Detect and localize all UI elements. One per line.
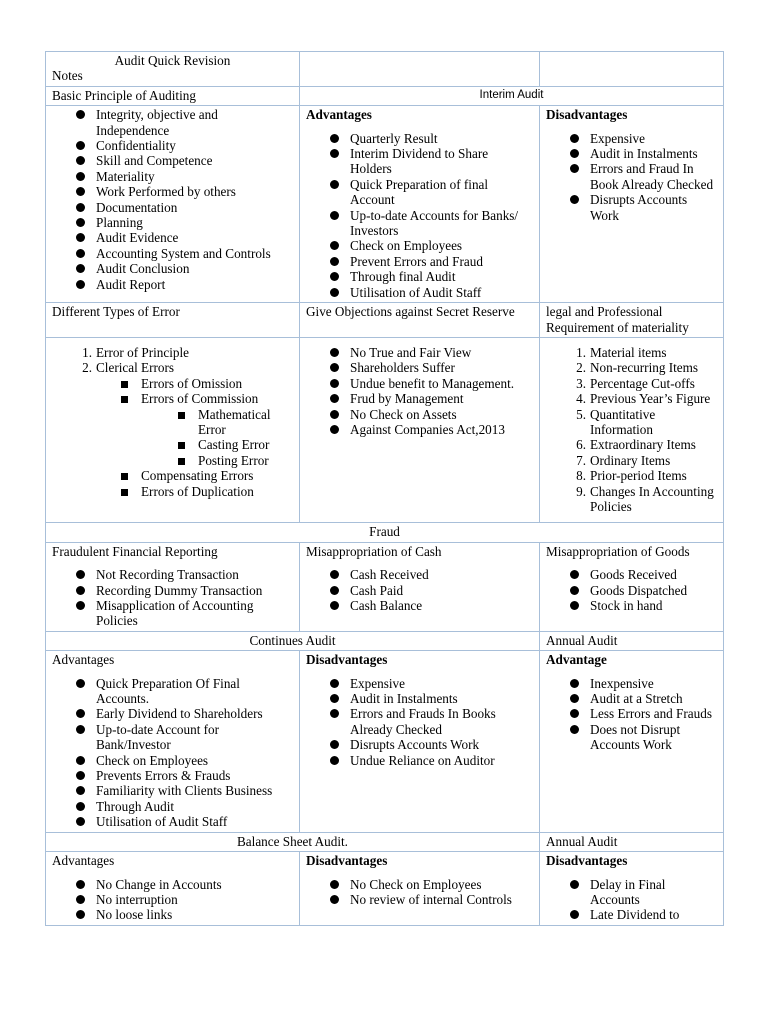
list-item: Confidentiality: [52, 138, 293, 153]
list-item: 6. Extraordinary Items: [576, 437, 696, 453]
other-errors-list: [52, 468, 293, 499]
fraud-reporting-cell: [46, 542, 300, 631]
annual-audit-heading: Annual Audit: [540, 832, 724, 851]
errors-cell: [46, 337, 300, 522]
continuous-disadvantages-list: [306, 676, 533, 768]
annual-advantage-cell: [540, 651, 724, 832]
list-item: 2. Clerical Errors: [82, 360, 174, 376]
list-item: Up-to-date Account for Bank/Investor: [52, 722, 293, 753]
list-item: Documentation: [52, 200, 293, 215]
list-item: 7. Ordinary Items: [576, 452, 671, 468]
basic-principles-cell: [46, 106, 300, 303]
fraud-goods-title: Misappropriation of Goods: [546, 543, 690, 559]
list-item: Check on Employees: [306, 238, 533, 253]
interim-audit-heading: Interim Audit: [300, 86, 724, 105]
list-item: Cash Received: [306, 567, 533, 582]
annual-advantage-list: [546, 676, 717, 753]
interim-disadvantages-list: [546, 131, 717, 223]
list-item: Skill and Competence: [52, 153, 293, 168]
list-item: Audit in Instalments: [306, 691, 533, 706]
interim-advantages-list: [306, 131, 533, 300]
list-item: No review of internal Controls: [306, 892, 533, 907]
list-item: Check on Employees: [52, 753, 293, 768]
list-item: Misapplication of Accounting Policies: [52, 598, 293, 629]
list-item: No True and Fair View: [306, 345, 533, 360]
list-item: Up-to-date Accounts for Banks/ Investors: [306, 208, 533, 239]
fraud-goods-list: [546, 567, 717, 613]
balance-sheet-audit-heading: Balance Sheet Audit.: [46, 832, 540, 851]
list-item: Utilisation of Audit Staff: [306, 285, 533, 300]
page-title: Audit Quick Revision: [114, 53, 231, 68]
list-item: Goods Received: [546, 567, 717, 582]
list-item: 2. Non-recurring Items: [576, 360, 699, 376]
secret-reserve-list: [306, 345, 533, 437]
list-item: Prevents Errors & Frauds: [52, 768, 293, 783]
continuous-audit-row: [46, 651, 724, 832]
basic-principles-list: [52, 107, 293, 292]
section-heading-row: [46, 303, 724, 338]
list-item: Frud by Management: [306, 391, 533, 406]
balance-disadvantages-list: [306, 877, 533, 908]
materiality-list: [546, 345, 717, 514]
interim-advantages-cell: [300, 106, 540, 303]
clerical-errors-list: [52, 376, 293, 407]
list-item: Late Dividend to: [546, 907, 717, 922]
list-item: Posting Error: [52, 453, 293, 468]
list-item: Quick Preparation of final Account: [306, 177, 533, 208]
section-heading-row: [46, 631, 724, 650]
continuous-disadvantages-title: Disadvantages: [306, 652, 388, 668]
errors-heading: Different Types of Error: [46, 303, 300, 338]
list-item: Errors and Fraud In Book Already Checked: [546, 161, 717, 192]
list-item: Audit Report: [52, 277, 293, 292]
list-item: Planning: [52, 215, 293, 230]
list-item: 8. Prior-period Items: [576, 468, 687, 484]
interim-disadvantages-title: Disadvantages: [546, 107, 628, 123]
list-item: Through final Audit: [306, 269, 533, 284]
balance-advantages-cell: [46, 852, 300, 926]
fraud-cash-cell: [300, 542, 540, 631]
section-heading-row: [46, 523, 724, 542]
list-item: Quick Preparation Of Final Accounts.: [52, 676, 293, 707]
list-item: Undue Reliance on Auditor: [306, 753, 533, 768]
errors-row: [46, 337, 724, 522]
section-heading-row: [46, 832, 724, 851]
list-item: Integrity, objective and Independence: [52, 107, 293, 138]
list-item: Audit in Instalments: [546, 146, 717, 161]
fraud-reporting-title: Fraudulent Financial Reporting: [52, 543, 218, 559]
fraud-row: [46, 542, 724, 631]
list-item: Work Performed by others: [52, 184, 293, 199]
continuous-advantages-title: Advantages: [52, 652, 115, 668]
list-item: Early Dividend to Shareholders: [52, 706, 293, 721]
annual-disadvantages-list: [546, 877, 717, 923]
list-item: Audit at a Stretch: [546, 691, 717, 706]
list-item: 9. Changes In Accounting Policies: [576, 483, 714, 514]
page-subtitle: Notes: [52, 68, 83, 84]
list-item: Disrupts Accounts Work: [546, 192, 717, 223]
continuous-advantages-cell: [46, 651, 300, 832]
materiality-heading: legal and Professional Requirement of materiality: [540, 303, 724, 338]
balance-disadvantages-title: Disadvantages: [306, 853, 388, 869]
errors-list: [52, 345, 293, 376]
list-item: Undue benefit to Management.: [306, 376, 533, 391]
continuous-audit-heading: Continues Audit: [46, 631, 540, 650]
list-item: No loose links: [52, 907, 293, 922]
list-item: No Check on Employees: [306, 877, 533, 892]
list-item: Quarterly Result: [306, 131, 533, 146]
continuous-advantages-list: [52, 676, 293, 830]
revision-notes-table: [45, 51, 724, 926]
title-cell: [46, 52, 300, 87]
list-item: Errors of Duplication: [52, 484, 293, 499]
interim-advantages-title: Advantages: [306, 107, 372, 123]
list-item: Cash Paid: [306, 583, 533, 598]
list-item: Not Recording Transaction: [52, 567, 293, 582]
list-item: Less Errors and Frauds: [546, 706, 717, 721]
list-item: 4. Previous Year’s Figure: [576, 391, 711, 407]
list-item: Prevent Errors and Fraud: [306, 254, 533, 269]
empty-cell: [300, 52, 540, 87]
list-item: 1. Error of Principle: [82, 344, 190, 360]
list-item: Inexpensive: [546, 676, 717, 691]
fraud-heading: Fraud: [46, 523, 724, 542]
balance-advantages-title: Advantages: [52, 853, 115, 869]
section-heading-row: [46, 86, 724, 105]
annual-audit-heading: Annual Audit: [540, 631, 724, 650]
list-item: Audit Conclusion: [52, 261, 293, 276]
list-item: Compensating Errors: [52, 468, 293, 483]
list-item: Mathematical Error: [52, 407, 293, 438]
secret-reserve-heading: Give Objections against Secret Reserve: [300, 303, 540, 338]
list-item: Errors of Omission: [52, 376, 293, 391]
annual-disadvantages-cell: [540, 852, 724, 926]
list-item: Stock in hand: [546, 598, 717, 613]
list-item: 1. Material items: [576, 344, 667, 360]
list-item: Does not Disrupt Accounts Work: [546, 722, 717, 753]
list-item: Expensive: [546, 131, 717, 146]
list-item: Goods Dispatched: [546, 583, 717, 598]
balance-sheet-row: [46, 852, 724, 926]
list-item: Disrupts Accounts Work: [306, 737, 533, 752]
empty-cell: [540, 52, 724, 87]
fraud-cash-title: Misappropriation of Cash: [306, 543, 442, 559]
list-item: No Check on Assets: [306, 407, 533, 422]
list-item: Against Companies Act,2013: [306, 422, 533, 437]
list-item: Materiality: [52, 169, 293, 184]
fraud-reporting-list: [52, 567, 293, 629]
principles-row: [46, 106, 724, 303]
list-item: Audit Evidence: [52, 230, 293, 245]
list-item: Delay in Final Accounts: [546, 877, 717, 908]
annual-disadvantages-title: Disadvantages: [546, 853, 628, 869]
balance-advantages-list: [52, 877, 293, 923]
secret-reserve-cell: [300, 337, 540, 522]
fraud-goods-cell: [540, 542, 724, 631]
list-item: Utilisation of Audit Staff: [52, 814, 293, 829]
list-item: 3. Percentage Cut-offs: [576, 375, 695, 391]
materiality-cell: [540, 337, 724, 522]
title-row: [46, 52, 724, 87]
balance-disadvantages-cell: [300, 852, 540, 926]
basic-principles-heading: Basic Principle of Auditing: [46, 86, 300, 105]
commission-errors-list: [52, 407, 293, 469]
list-item: Casting Error: [52, 437, 293, 452]
annual-advantage-title: Advantage: [546, 652, 607, 668]
list-item: Errors and Frauds In Books Already Checked: [306, 706, 533, 737]
continuous-disadvantages-cell: [300, 651, 540, 832]
list-item: Errors of Commission: [52, 391, 293, 406]
list-item: Shareholders Suffer: [306, 360, 533, 375]
list-item: No interruption: [52, 892, 293, 907]
list-item: No Change in Accounts: [52, 877, 293, 892]
list-item: Recording Dummy Transaction: [52, 583, 293, 598]
fraud-cash-list: [306, 567, 533, 613]
list-item: Through Audit: [52, 799, 293, 814]
list-item: Expensive: [306, 676, 533, 691]
list-item: Interim Dividend to Share Holders: [306, 146, 533, 177]
list-item: Accounting System and Controls: [52, 246, 293, 261]
interim-disadvantages-cell: [540, 106, 724, 303]
list-item: 5. Quantitative Information: [576, 406, 656, 437]
list-item: Cash Balance: [306, 598, 533, 613]
list-item: Familiarity with Clients Business: [52, 783, 293, 798]
